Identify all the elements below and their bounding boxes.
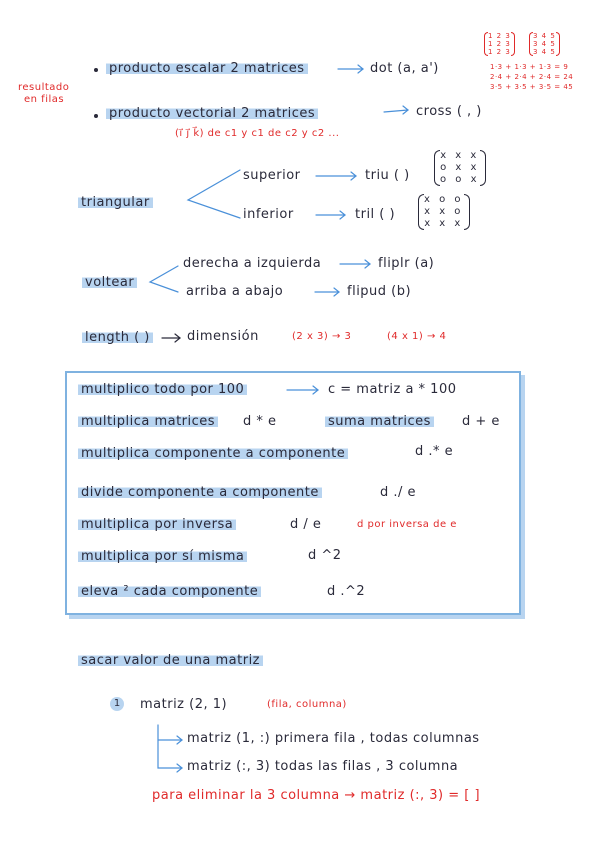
tril-function: tril ( ) — [355, 207, 396, 222]
cross-note: (i⃗ j⃗ k⃗) de c1 y c1 de c2 y c2 ... — [175, 128, 340, 139]
op-elementwise-mul-expr: d .* e — [415, 444, 454, 459]
op-scalar-expr: c = matriz a * 100 — [328, 382, 457, 397]
triu-function: triu ( ) — [365, 168, 410, 183]
corner-result-2: 2·4 + 2·4 + 2·4 = 24 — [490, 73, 574, 81]
triangular-superior-label: superior — [243, 168, 301, 183]
op-matmul-label: multiplica matrices — [78, 414, 218, 429]
extract-item: matriz (2, 1) — [140, 697, 228, 712]
corner-matrix-a: 1 2 3 1 2 3 1 2 3 — [488, 32, 511, 56]
length-example-1: (2 x 3) → 3 — [292, 331, 352, 342]
op-inverse-label: multiplica por inversa — [78, 517, 236, 532]
sub-branch — [158, 725, 182, 768]
extract-sub-1: matriz (1, :) primera fila , todas columnas — [187, 731, 480, 746]
cross-function: cross ( , ) — [416, 104, 482, 119]
extract-heading: sacar valor de una matriz — [78, 653, 263, 668]
triangular-label: triangular — [78, 195, 153, 210]
flip-ud-label: arriba a abajo — [186, 284, 284, 299]
upper-triangular-matrix: x x x o x x o o x — [440, 150, 480, 185]
op-power-expr: d ^2 — [308, 548, 342, 563]
flip-label: voltear — [82, 275, 137, 290]
dot-function: dot (a, a') — [370, 61, 439, 76]
length-example-2: (4 x 1) → 4 — [387, 331, 447, 342]
side-note-line1: resultado — [18, 82, 70, 93]
arrow-cross — [384, 110, 408, 112]
op-elementwise-div-expr: d ./ e — [380, 485, 417, 500]
lower-triangular-matrix: x o o x x o x x x — [424, 194, 464, 229]
op-elementwise-div-label: divide componente a componente — [78, 485, 322, 500]
corner-result-3: 3·5 + 3·5 + 3·5 = 45 — [490, 83, 574, 91]
op-elementwise-power-label: eleva ² cada componente — [78, 584, 261, 599]
length-label: length ( ) — [82, 330, 153, 345]
corner-matrix-b: 3 4 5 3 4 5 3 4 5 — [533, 32, 556, 56]
op-inverse-note: d por inversa de e — [357, 519, 457, 530]
item-number: 1 — [110, 697, 124, 711]
dot-label: producto escalar 2 matrices — [106, 61, 308, 76]
op-inverse-expr: d / e — [290, 517, 322, 532]
length-description: dimensión — [187, 329, 259, 344]
flipud-function: flipud (b) — [347, 284, 412, 299]
op-sum-label: suma matrices — [325, 414, 434, 429]
op-matmul-expr: d * e — [243, 414, 277, 429]
extract-remove-column: para eliminar la 3 columna → matriz (:, 3) = [ ] — [152, 788, 481, 803]
op-scalar-label: multiplico todo por 100 — [78, 382, 247, 397]
op-elementwise-mul-label: multiplica componente a componente — [78, 446, 348, 461]
flip-lr-label: derecha a izquierda — [183, 256, 322, 271]
op-sum-expr: d + e — [462, 414, 500, 429]
extract-sub-2: matriz (:, 3) todas las filas , 3 columna — [187, 759, 459, 774]
triangular-inferior-label: inferior — [243, 207, 294, 222]
op-power-label: multiplica por sí misma — [78, 549, 247, 564]
side-note-line2: en filas — [24, 94, 65, 105]
flip-branch — [150, 266, 178, 292]
triangular-branch — [188, 170, 240, 218]
fliplr-function: fliplr (a) — [378, 256, 435, 271]
extract-item-note: (fila, columna) — [267, 699, 347, 710]
corner-result-1: 1·3 + 1·3 + 1·3 = 9 — [490, 63, 569, 71]
op-elementwise-power-expr: d .^2 — [327, 584, 366, 599]
cross-label: producto vectorial 2 matrices — [106, 106, 318, 121]
